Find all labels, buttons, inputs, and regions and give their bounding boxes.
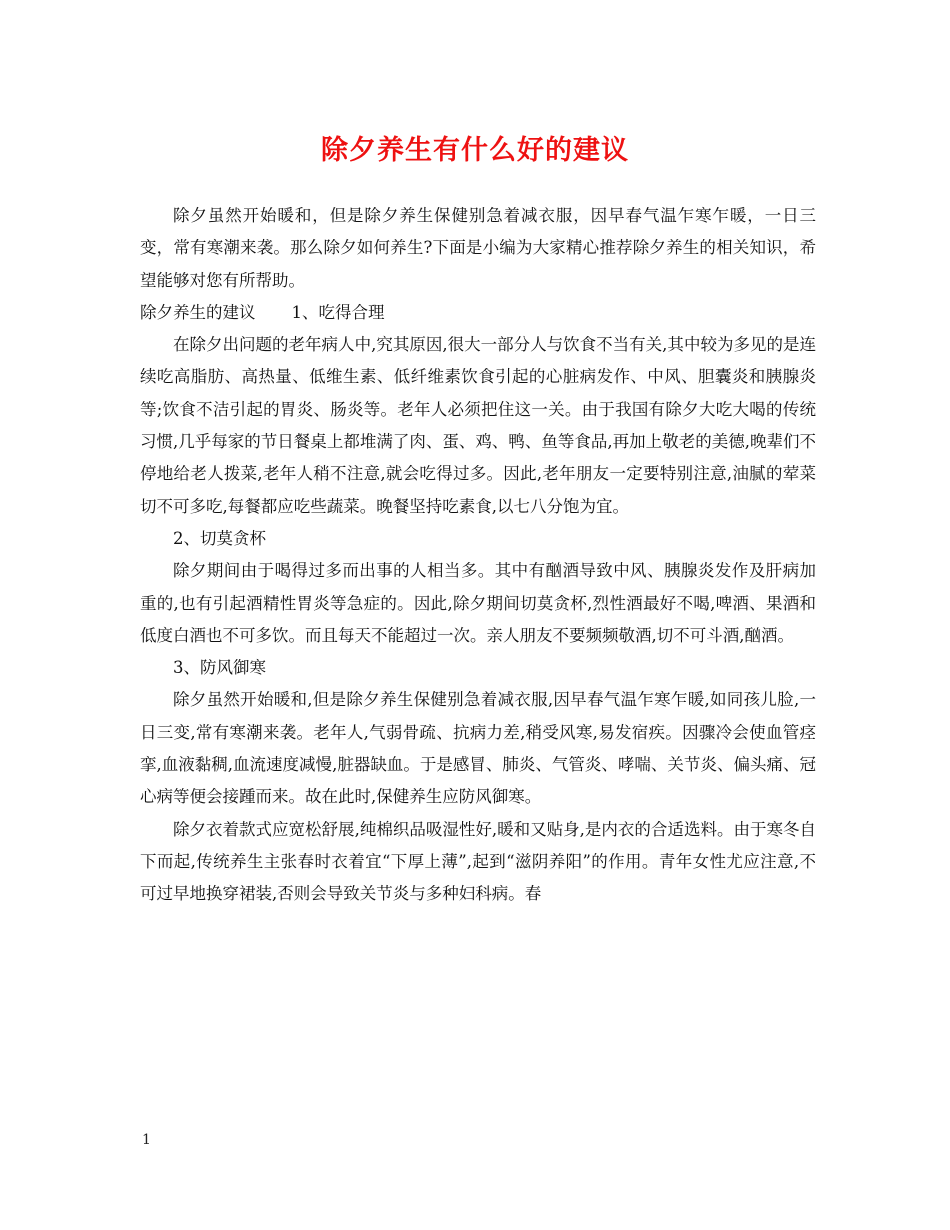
- section-label: 除夕养生的建议: [140, 302, 256, 322]
- item-3-heading: 3、防风御寒: [173, 658, 266, 678]
- item-1-heading: 1、吃得合理: [291, 302, 385, 322]
- document-title: 除夕养生有什么好的建议: [321, 135, 629, 166]
- intro-paragraph: 除夕虽然开始暖和，但是除夕养生保健别急着减衣服，因早春气温乍寒乍暖，一日三变，常有寒潮来袭。那么除夕如何养生?下面是小编为大家精心推荐除夕养生的相关知识，希望能够对您有所帮助。: [140, 206, 816, 290]
- item-1-paragraph: 在除夕出问题的老年病人中,究其原因,很大一部分人与饮食不当有关,其中较为多见的是连续吃高脂肪、高热量、低维生素、低纤维素饮食引起的心脏病发作、中风、胆囊炎和胰腺炎等;饮食不洁引起的胃炎、肠炎等。老年人必须把住这一关。由于我国有除夕大吃大喝的传统习惯,几乎每家的节日餐桌上都堆满了肉、蛋、鸡、鸭、鱼等食品,再加上敬老的美德,晚辈们不停地给老人拨菜,老年人稍不注意,就会吃得过多。因此,老年朋友一定要特别注意,油腻的荤菜切不可多吃,每餐都应吃些蔬菜。晚餐坚持吃素食,以七八分饱为宜。: [140, 335, 816, 516]
- item-2-heading: 2、切莫贪杯: [173, 528, 266, 548]
- item-3-paragraph-1: 除夕虽然开始暖和,但是除夕养生保健别急着减衣服,因早春气温乍寒乍暖,如同孩儿脸,一日三变,常有寒潮来袭。老年人,气弱骨疏、抗病力差,稍受风寒,易发宿疾。因骤冷会使血管痉挛,血液黏稠,血流速度减慢,脏器缺血。于是感冒、肺炎、气管炎、哮喘、关节炎、偏头痛、冠心病等便会接踵而来。故在此时,保健养生应防风御寒。: [140, 690, 816, 807]
- page-number: 1: [142, 1132, 151, 1148]
- section-heading-line: [140, 297, 816, 329]
- item-2-paragraph: 除夕期间由于喝得过多而出事的人相当多。其中有酗酒导致中风、胰腺炎发作及肝病加重的,也有引起酒精性胃炎等急症的。因此,除夕期间切莫贪杯,烈性酒最好不喝,啤酒、果酒和低度白酒也不可多饮。而且每天不能超过一次。亲人朋友不要频频敬酒,切不可斗酒,酗酒。: [140, 561, 816, 645]
- item-3-paragraph-2: 除夕衣着款式应宽松舒展,纯棉织品吸湿性好,暖和又贴身,是内衣的合适选料。由于寒冬自下而起,传统养生主张春时衣着宜“下厚上薄”,起到“滋阴养阳”的作用。青年女性尤应注意,不可过早地换穿裙装,否则会导致关节炎与多种妇科病。春: [140, 819, 816, 904]
- document-body: [140, 200, 816, 911]
